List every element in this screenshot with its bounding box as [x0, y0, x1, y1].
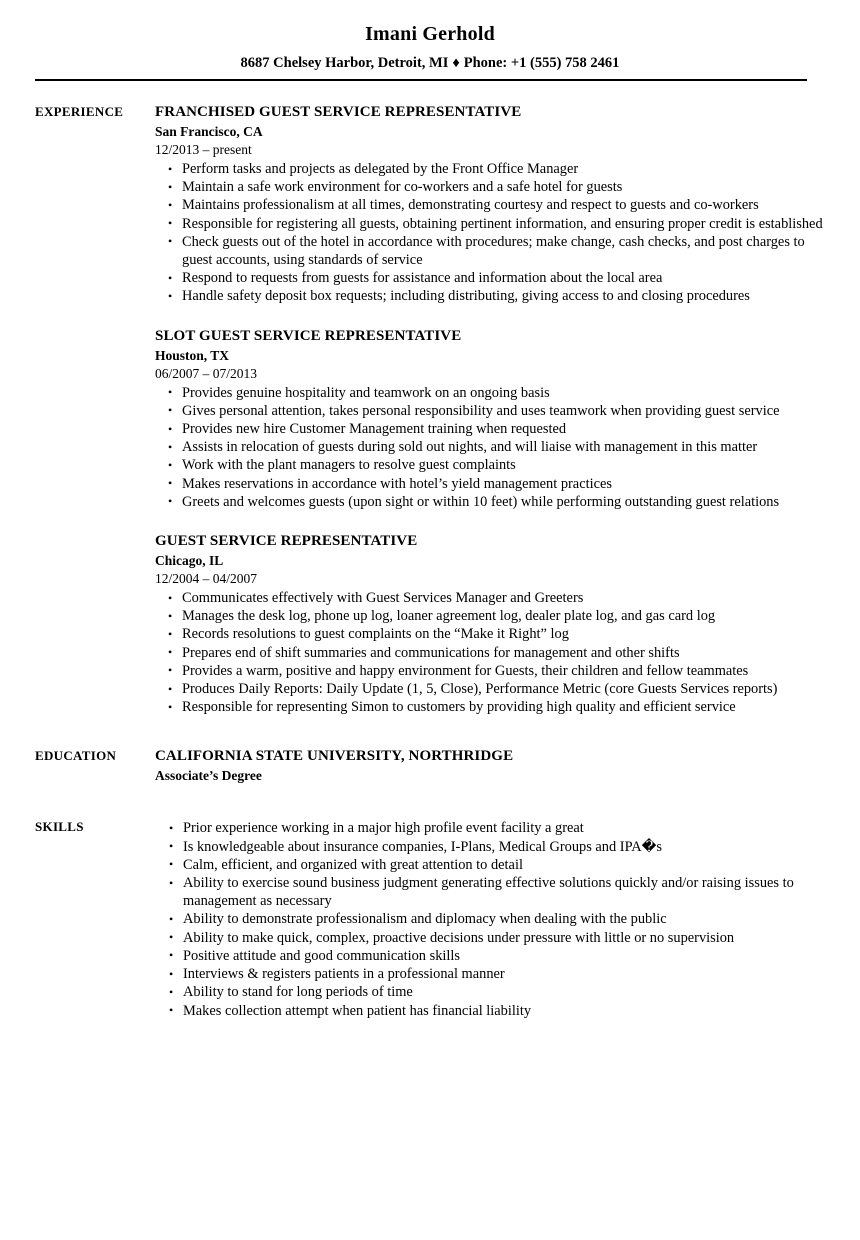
- job-bullet: • Work with the plant managers to resolve guest complaints: [155, 456, 825, 474]
- skill-bullet: • Ability to make quick, complex, proactive decisions under pressure with little or no supervision: [155, 929, 825, 947]
- education-degree: Associate’s Degree: [155, 768, 262, 784]
- skill-bullet: • Makes collection attempt when patient has financial liability: [155, 1002, 825, 1020]
- job-entry: [155, 532, 825, 716]
- header-divider: [35, 79, 807, 81]
- job-bullet: • Communicates effectively with Guest Services Manager and Greeters: [155, 589, 825, 607]
- education-section: [0, 747, 860, 785]
- education-entries: [155, 747, 860, 785]
- skills-list: [155, 819, 825, 1019]
- job-bullet: • Provides a warm, positive and happy environment for Guests, their children and fellow teammates: [155, 662, 825, 680]
- job-title: SLOT GUEST SERVICE REPRESENTATIVE: [155, 327, 462, 344]
- job-bullet: • Gives personal attention, takes personal responsibility and uses teamwork when providing guest service: [155, 402, 825, 420]
- job-dates: 12/2004 – 04/2007: [155, 571, 258, 587]
- job-bullet: • Maintain a safe work environment for co-workers and a safe hotel for guests: [155, 178, 825, 196]
- job-bullet: • Check guests out of the hotel in accordance with procedures; make change, cash checks, and post charges to guest accounts, using standards of service: [155, 233, 825, 269]
- experience-section-label: EXPERIENCE: [35, 104, 124, 119]
- experience-section: [0, 103, 860, 716]
- job-entry: [155, 327, 825, 511]
- job-bullet: • Assists in relocation of guests during sold out nights, and will liaise with management in this matter: [155, 438, 825, 456]
- education-school: CALIFORNIA STATE UNIVERSITY, NORTHRIDGE: [155, 748, 514, 765]
- skill-bullet: • Positive attitude and good communication skills: [155, 947, 825, 965]
- job-bullet: • Provides genuine hospitality and teamwork on an ongoing basis: [155, 384, 825, 402]
- job-bullet: • Makes reservations in accordance with hotel’s yield management practices: [155, 475, 825, 493]
- job-bullet: • Respond to requests from guests for assistance and information about the local area: [155, 269, 825, 287]
- job-dates: 06/2007 – 07/2013: [155, 365, 258, 381]
- skills-section: [0, 818, 860, 1019]
- job-title: GUEST SERVICE REPRESENTATIVE: [155, 533, 418, 550]
- job-location: Houston, TX: [155, 347, 230, 363]
- education-section-label: EDUCATION: [35, 748, 117, 764]
- skill-bullet: • Ability to exercise sound business judgment generating effective solutions quickly and/or raising issues to management as necessary: [155, 874, 825, 910]
- job-bullet: • Handle safety deposit box requests; including distributing, giving access to and closing procedures: [155, 287, 825, 305]
- job-bullet: • Manages the desk log, phone up log, loaner agreement log, dealer plate log, and gas card log: [155, 607, 825, 625]
- address-text: 8687 Chelsey Harbor, Detroit, MI: [240, 55, 449, 71]
- skill-bullet: • Is knowledgeable about insurance companies, I-Plans, Medical Groups and IPA�s: [155, 838, 825, 856]
- job-bullet: • Provides new hire Customer Management training when requested: [155, 420, 825, 438]
- job-bullet: • Responsible for representing Simon to customers by providing high quality and efficient service: [155, 698, 825, 716]
- job-title: FRANCHISED GUEST SERVICE REPRESENTATIVE: [155, 104, 522, 120]
- skills-entries: [155, 818, 860, 1019]
- job-dates: 12/2013 – present: [155, 142, 252, 157]
- job-bullet: • Perform tasks and projects as delegated by the Front Office Manager: [155, 160, 825, 178]
- job-location: San Francisco, CA: [155, 124, 263, 139]
- job-bullet: • Responsible for registering all guests, obtaining pertinent information, and ensuring proper credit is established: [155, 215, 825, 233]
- skill-bullet: • Ability to stand for long periods of time: [155, 983, 825, 1001]
- job-location: Chicago, IL: [155, 553, 224, 569]
- diamond-separator-icon: ♦: [452, 55, 460, 71]
- job-entry: [155, 103, 825, 306]
- skill-bullet: • Prior experience working in a major high profile event facility a great: [155, 819, 825, 837]
- skill-bullet: • Ability to demonstrate professionalism and diplomacy when dealing with the public: [155, 910, 825, 928]
- experience-entries: [155, 103, 860, 716]
- job-responsibilities: [155, 384, 825, 511]
- resume-header: [0, 0, 860, 81]
- job-bullet: • Produces Daily Reports: Daily Update (1, 5, Close), Performance Metric (core Guests Services reports): [155, 680, 825, 698]
- skills-section-label: SKILLS: [35, 819, 84, 835]
- job-bullet: • Greets and welcomes guests (upon sight or within 10 feet) while performing outstanding guest relations: [155, 493, 825, 511]
- contact-line: [0, 53, 860, 73]
- job-bullet: • Maintains professionalism at all times, demonstrating courtesy and respect to guests and co-workers: [155, 196, 825, 214]
- education-entry: [155, 747, 825, 785]
- skill-bullet: • Calm, efficient, and organized with great attention to detail: [155, 856, 825, 874]
- job-responsibilities: [155, 160, 825, 306]
- job-bullet: • Records resolutions to guest complaints on the “Make it Right” log: [155, 625, 825, 643]
- candidate-name: Imani Gerhold: [365, 23, 495, 45]
- skill-bullet: • Interviews & registers patients in a professional manner: [155, 965, 825, 983]
- job-responsibilities: [155, 589, 825, 716]
- phone-text: Phone: +1 (555) 758 2461: [463, 55, 620, 71]
- job-bullet: • Prepares end of shift summaries and communications for management and other shifts: [155, 644, 825, 662]
